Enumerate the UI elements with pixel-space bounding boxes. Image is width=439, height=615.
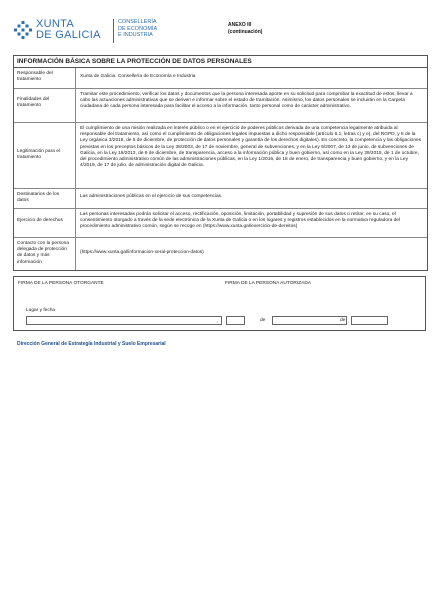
table-title: INFORMACIÓN BÁSICA SOBRE LA PROTECCIÓN DE DATOS PERSONALES bbox=[14, 56, 427, 68]
de-separator-2: de bbox=[340, 318, 346, 323]
row-value: (https://www.xunta.gal/informacion-xeral-proteccion-datos) bbox=[80, 250, 204, 255]
comma-separator: , bbox=[217, 319, 219, 324]
table-row-contact bbox=[14, 238, 427, 270]
xunta-cross-icon bbox=[14, 21, 32, 39]
annex-title: ANEXO III bbox=[228, 22, 252, 28]
signature-section bbox=[13, 276, 426, 331]
row-label: Ejercicio de derechos bbox=[14, 209, 76, 237]
place-input[interactable] bbox=[26, 316, 222, 325]
year-input[interactable] bbox=[351, 316, 388, 325]
place-date-label: Lugar y fecha bbox=[26, 308, 56, 313]
row-value: Las personas interesadas podrán solicitar el acceso, rectificación, oposición, limitación, portabilidad y supresión de sus datos o retirar, en su caso, el consentimiento otorgado a través de la sede electrónica de la Xunta de Galicia o en los lugares y registros establecidos en la normativa reguladora del procedimiento administrativo común, según se recoge en (https://www.xunta.gal/exercicio-de-dereitos) bbox=[80, 212, 400, 230]
table-row-purposes bbox=[14, 89, 427, 123]
data-protection-table bbox=[13, 55, 428, 271]
logo-department bbox=[118, 19, 157, 39]
row-label: Destinatarios de los datos bbox=[14, 189, 76, 208]
logo-divider bbox=[113, 19, 114, 43]
authorized-signature-label: FIRMA DE LA PERSONA AUTORIZADA bbox=[225, 281, 312, 286]
annex-subtitle: (continuación) bbox=[228, 29, 263, 35]
xunta-logo bbox=[14, 19, 164, 49]
row-label: Finalidades del tratamiento bbox=[14, 89, 76, 122]
dept-line-3: E INDUSTRIA bbox=[118, 32, 153, 39]
table-row-recipients bbox=[14, 189, 427, 209]
table-row-rights bbox=[14, 209, 427, 238]
table-row-responsible bbox=[14, 68, 427, 89]
day-input[interactable] bbox=[226, 316, 245, 325]
table-row-legitimation bbox=[14, 123, 427, 189]
dept-line-1: CONSELLERÍA bbox=[118, 19, 157, 25]
row-label: Legitimación para el tratamiento bbox=[14, 123, 76, 188]
logo-xunta-text: XUNTA bbox=[36, 18, 74, 30]
month-input[interactable] bbox=[272, 316, 347, 325]
row-label: Contacto con la persona delegada de protección de datos y más información bbox=[14, 238, 76, 270]
dept-line-2: DE ECONOMÍA bbox=[118, 25, 158, 32]
row-value: Las administraciones públicas en el ejercicio de sus competencias. bbox=[80, 194, 223, 199]
row-value: Tramitar este procedimiento, verificar los datos y documentos que la persona interesada aporte en su solicitud para comprobar la exactitud de estos, llevar a cabo las actuaciones administrativas que se deriven e informar sobre el estado de tramitación. Asimismo, los datos personales se incluirán en la Carpeta ciudadana de cada persona interesada para facilitar el acceso a la información, tanto personal como de carácter administrativo. bbox=[80, 92, 413, 110]
row-value: Xunta de Galicia. Consellería de Economía e Industria bbox=[80, 74, 196, 79]
row-label: Responsable del tratamiento bbox=[14, 68, 76, 88]
logo-galicia-text: DE GALICIA bbox=[36, 29, 101, 41]
annex-heading bbox=[228, 22, 262, 36]
applicant-signature-label: FIRMA DE LA PERSONA OTORGANTE bbox=[18, 281, 104, 286]
row-value: El cumplimiento de una misión realizada en interés público o en el ejercicio de poderes públicos derivada de una competencia legalmente atribuida al responsable del tratamiento, así como el cumplimiento de obligaciones legales impuestas a dicho responsable (artículo 6.1, letras c) y e), del RGPD, y 8 de la Ley orgánica 3/2018, de 5 de diciembre, de protección de datos personales y garantía de los derechos digitales). En concreto, la competencia y las obligaciones previstas en los preceptos básicos de la Ley 38/2003, de 17 de noviembre, general de subvenciones, y en la Ley 9/2007, de 13 de junio, de subvenciones de Galicia, en la Ley 19/2013, de 9 de diciembre, de transparencia, acceso a la información pública y buen gobierno, así como en la Ley 39/2015, de 1 de octubre, del procedimiento administrativo común de las administraciones públicas, en la Ley 1/2016, de 18 de enero, de transparencia y buen gobierno, y en la Ley 4/2019, de 17 de julio, de administración digital de Galicia. bbox=[80, 126, 422, 169]
de-separator-1: de bbox=[260, 318, 266, 323]
footer-department: Dirección General de Estrategia Industrial y Suelo Empresarial bbox=[17, 341, 166, 347]
